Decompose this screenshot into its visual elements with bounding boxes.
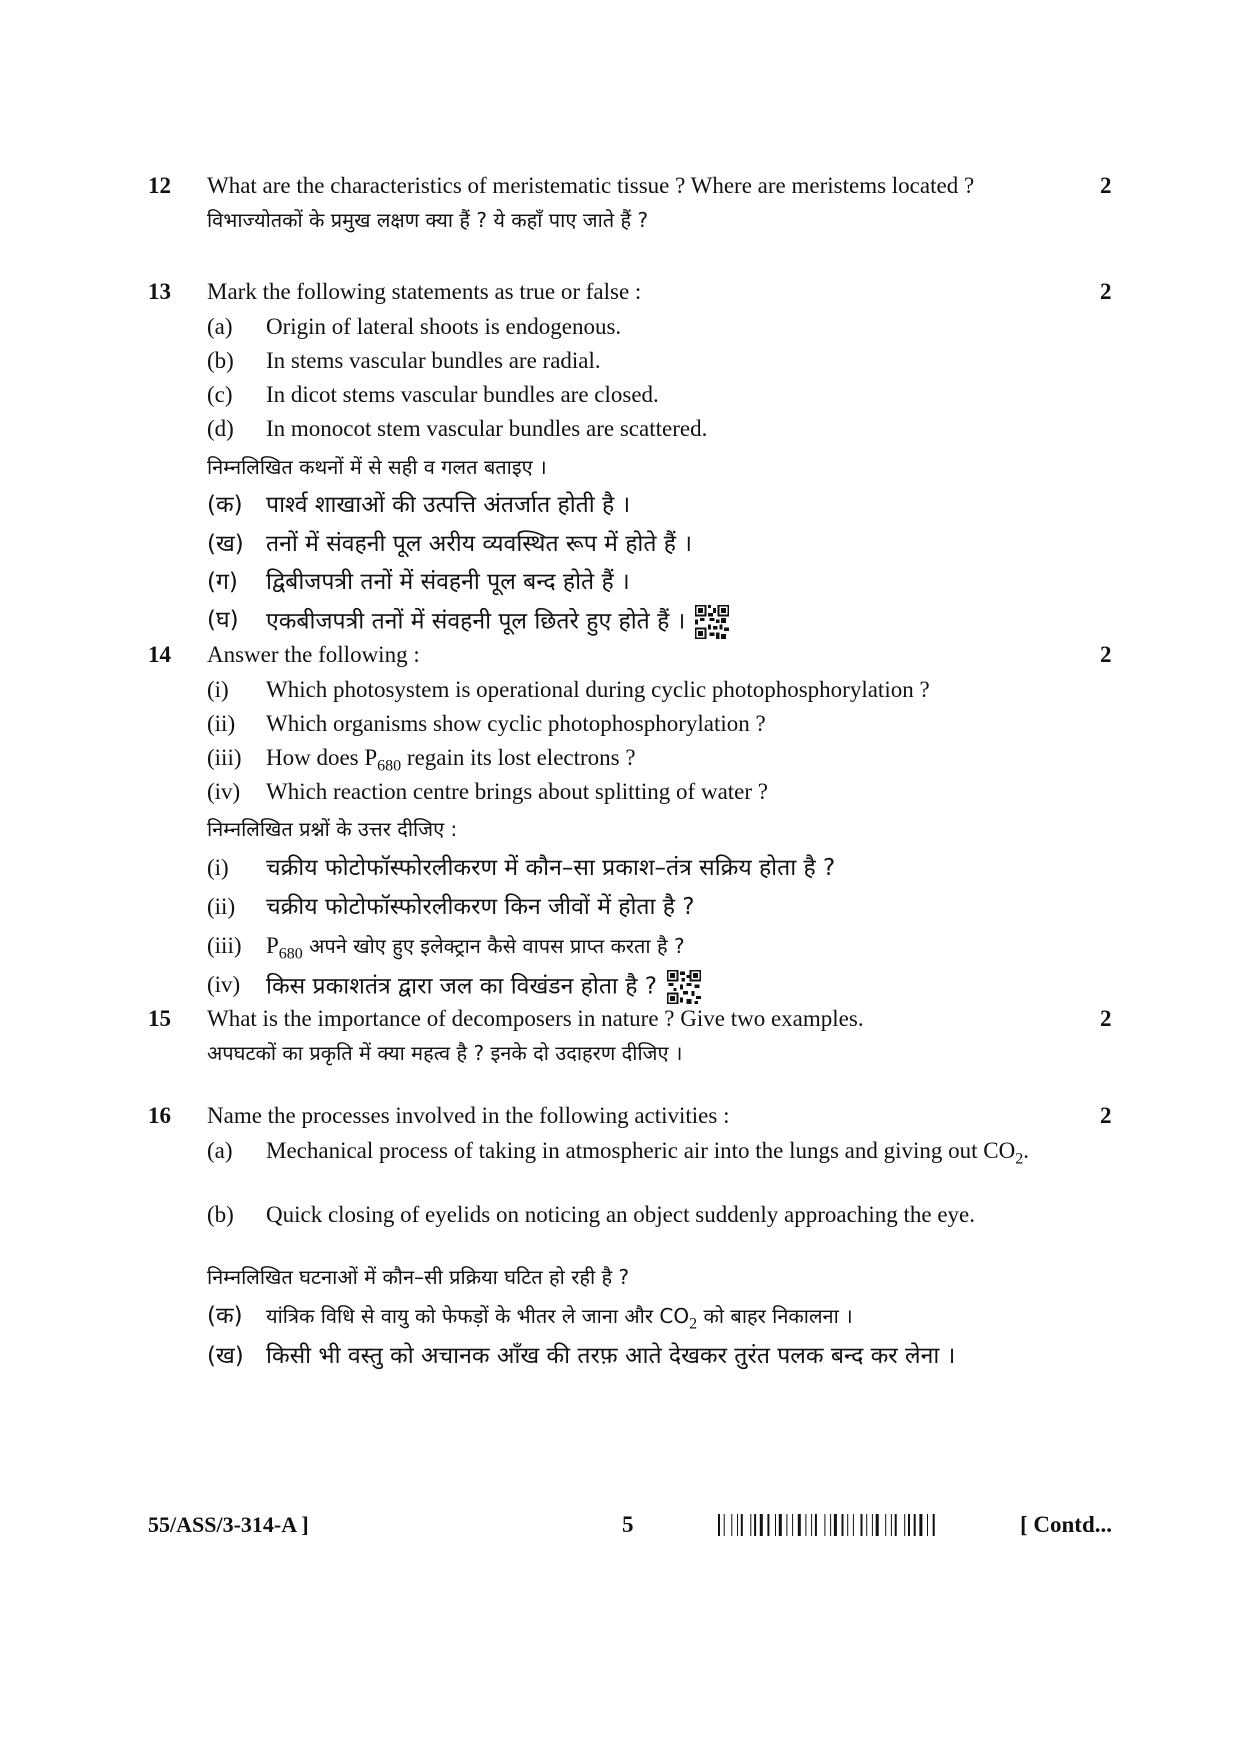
item-label: (क) (207, 492, 243, 518)
item-label: (घ) (207, 607, 239, 633)
question-number: 14 (148, 642, 171, 667)
item-label: (c) (207, 382, 233, 407)
item-text: In stems vascular bundles are radial. (266, 348, 601, 373)
page-footer (0, 1510, 1240, 1550)
item-text: Which organisms show cyclic photophosphorylation ? (266, 711, 766, 736)
item-text: Which photosystem is operational during cyclic photophosphorylation ? (266, 677, 930, 702)
item-label: (iii) (207, 745, 242, 770)
qr-code-icon (667, 970, 701, 1004)
question-number: 15 (148, 1006, 171, 1031)
item-label: (ii) (207, 894, 236, 919)
item-text: किसी भी वस्तु को अचानक आँख की तरफ़ आते देखकर तुरंत पलक बन्द कर लेना । (266, 1343, 956, 1369)
item-label: (a) (207, 314, 233, 339)
item-label: (a) (207, 1138, 233, 1163)
item-label: (i) (207, 855, 229, 880)
qr-code-icon (695, 605, 729, 639)
item-label: (b) (207, 348, 234, 373)
item-label: (क) (207, 1303, 243, 1329)
question-text-hi: विभाज्योतकों के प्रमुख लक्षण क्या हैं ? ये कहाँ पाए जाते हैं ? (207, 208, 649, 232)
item-text: Which reaction centre brings about splitting of water ? (266, 779, 768, 804)
marks: 2 (1100, 1103, 1112, 1128)
item-label: (ग) (207, 569, 238, 595)
item-text: In monocot stem vascular bundles are scattered. (266, 416, 708, 441)
item-text: $P_{680}$ अपने खोए हुए इलेक्ट्रान कैसे वापस प्राप्त करता है ? (266, 933, 685, 963)
item-label: (ख) (207, 1343, 244, 1369)
item-row (266, 970, 701, 1004)
question-text-hi: निम्नलिखित घटनाओं में कौन–सी प्रक्रिया घटित हो रही है ? (207, 1265, 630, 1289)
item-text: द्विबीजपत्री तनों में संवहनी पूल बन्द होते हैं । (266, 569, 630, 595)
marks: 2 (1100, 1006, 1112, 1031)
item-label: (b) (207, 1202, 234, 1227)
question-number: 13 (148, 279, 171, 304)
item-label: (i) (207, 677, 229, 702)
item-label: (ख) (207, 531, 244, 557)
question-number: 16 (148, 1103, 171, 1128)
item-text: In dicot stems vascular bundles are closed. (266, 382, 659, 407)
marks: 2 (1100, 279, 1112, 304)
continued-label: [ Contd... (1020, 1512, 1113, 1537)
item-text: Mechanical process of taking in atmospheric air into the lungs and giving out $CO_2$. (266, 1138, 1030, 1168)
question-number: 12 (148, 173, 171, 198)
item-text: How does $P_{680}$ regain its lost electrons ? (266, 745, 636, 775)
question-text-hi: निम्नलिखित कथनों में से सही व गलत बताइए । (207, 455, 547, 479)
item-label: (d) (207, 416, 234, 441)
item-label: (iv) (207, 972, 241, 997)
item-label: (iii) (207, 933, 242, 958)
question-text-hi: अपघटकों का प्रकृति में क्या महत्व है ? इनके दो उदाहरण दीजिए । (207, 1041, 683, 1065)
question-text-en: What are the characteristics of meristematic tissue ? Where are meristems located ? (207, 173, 975, 198)
page-number: 5 (622, 1512, 634, 1537)
question-text-en: Mark the following statements as true or false : (207, 279, 642, 304)
marks: 2 (1100, 642, 1112, 667)
question-text-en: Answer the following : (207, 642, 420, 667)
barcode-icon (718, 1514, 990, 1536)
question-text-en: Name the processes involved in the following activities : (207, 1103, 730, 1128)
marks: 2 (1100, 173, 1112, 198)
item-text: पार्श्व शाखाओं की उत्पत्ति अंतर्जात होती है । (266, 492, 631, 518)
item-label: (iv) (207, 779, 241, 804)
item-label: (ii) (207, 711, 236, 736)
question-text-en: What is the importance of decomposers in nature ? Give two examples. (207, 1006, 864, 1031)
item-text: Quick closing of eyelids on noticing an object suddenly approaching the eye. (266, 1202, 975, 1227)
item-text: चक्रीय फोटोफॉस्फोरलीकरण किन जीवों में होता है ? (266, 894, 695, 920)
item-text: एकबीजपत्री तनों में संवहनी पूल छितरे हुए होते हैं । (266, 608, 686, 635)
item-text: चक्रीय फोटोफॉस्फोरलीकरण में कौन–सा प्रकाश–तंत्र सक्रिय होता है ? (266, 855, 836, 881)
question-text-hi: निम्नलिखित प्रश्नों के उत्तर दीजिए : (207, 817, 458, 841)
item-text: Origin of lateral shoots is endogenous. (266, 314, 622, 339)
item-text: किस प्रकाशतंत्र द्वारा जल का विखंडन होता है ? (266, 973, 657, 1000)
item-text: तनों में संवहनी पूल अरीय व्यवस्थित रूप में होते हैं । (266, 531, 693, 557)
item-text: यांत्रिक विधि से वायु को फेफड़ों के भीतर ले जाना और $CO_2$ को बाहर निकालना । (266, 1304, 853, 1333)
item-row (266, 605, 729, 639)
paper-code: 55/ASS/3-314-A ] (148, 1512, 309, 1537)
